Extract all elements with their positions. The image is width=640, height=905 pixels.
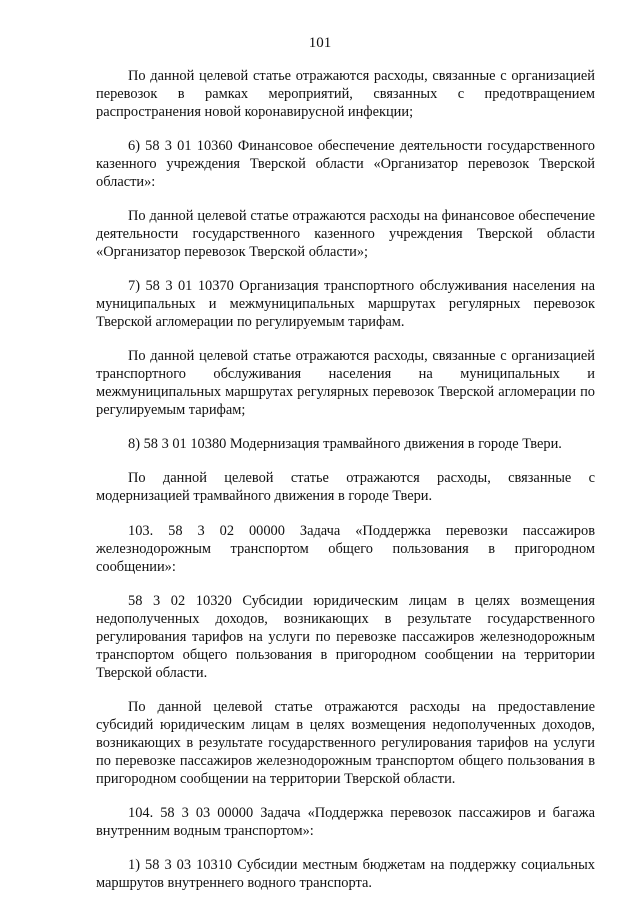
paragraph-section-103-subsidy: 58 3 02 10320 Субсидии юридическим лицам в целях возмещения недополученных доходов, возникающих в результате государственного регулирования тарифов на услуги по перевозке пассажиров железнодорожным транспортом общего пользования в пригородном сообщении на территории Тверской области. [96, 593, 595, 681]
document-body [96, 67, 595, 892]
page-number: 101 [308, 35, 332, 51]
paragraph-section-103-description: По данной целевой статье отражаются расходы на предоставление субсидий юридическим лицам в целях возмещения недополученных доходов, возникающих в результате государственного регулирования тарифов на услуги по перевозке пассажиров железнодорожным транспортом общего пользования в пригородном сообщении на территории Тверской области. [96, 699, 595, 787]
paragraph-section-104-heading: 104. 58 3 03 00000 Задача «Поддержка перевозок пассажиров и багажа внутренним водным транспортом»: [96, 805, 595, 839]
paragraph-item-8-description: По данной целевой статье отражаются расходы, связанные с модернизацией трамвайного движения в городе Твери. [96, 470, 595, 504]
paragraph-item-7-heading: 7) 58 3 01 10370 Организация транспортного обслуживания населения на муниципальных и межмуниципальных маршрутах регулярных перевозок Тверской агломерации по регулируемым тарифам. [96, 278, 595, 330]
paragraph-section-104-item-1: 1) 58 3 03 10310 Субсидии местным бюджетам на поддержку социальных маршрутов внутреннего водного транспорта. [96, 857, 595, 891]
paragraph-covid-transport-expenses: По данной целевой статье отражаются расходы, связанные с организацией перевозок в рамках мероприятий, связанных с предотвращением распространения новой коронавирусной инфекции; [96, 68, 595, 120]
paragraph-section-103-heading: 103. 58 3 02 00000 Задача «Поддержка перевозки пассажиров железнодорожным транспортом общего пользования в пригородном сообщении»: [96, 523, 595, 575]
paragraph-item-6-heading: 6) 58 3 01 10360 Финансовое обеспечение деятельности государственного казенного учреждения Тверской области «Организатор перевозок Тверской области»: [96, 138, 595, 190]
paragraph-item-8-heading: 8) 58 3 01 10380 Модернизация трамвайного движения в городе Твери. [128, 436, 562, 452]
paragraph-item-6-description: По данной целевой статье отражаются расходы на финансовое обеспечение деятельности государственного казенного учреждения Тверской области «Организатор перевозок Тверской области»; [96, 208, 595, 260]
paragraph-item-7-description: По данной целевой статье отражаются расходы, связанные с организацией транспортного обслуживания населения на муниципальных и межмуниципальных маршрутах регулярных перевозок Тверской агломерации по регулируемым тарифам; [96, 348, 595, 418]
